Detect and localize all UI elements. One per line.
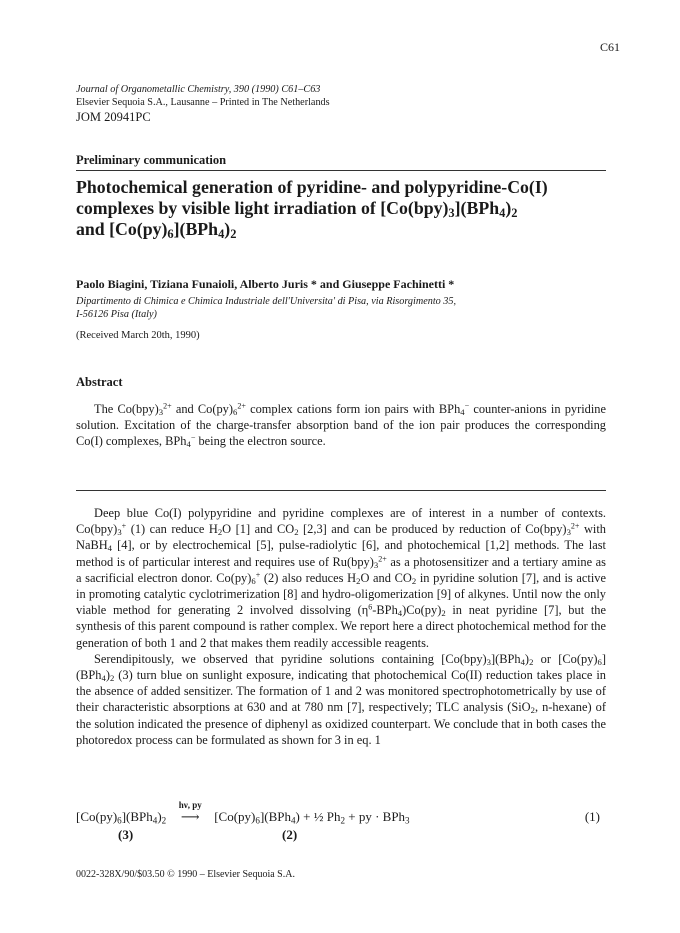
page-number: C61: [599, 40, 620, 54]
equation-line: $[Co(py)_6](BPh_4)_2$ hν, py ⟶ $[Co(py)_6](BPh_4)$ + ½ $Ph_2$ + py · BPh$_3$: [76, 800, 410, 826]
equation-number: (1): [584, 809, 600, 824]
compound-label-3: (3): [118, 827, 134, 842]
body-text: [76, 505, 606, 748]
abstract-heading: Abstract: [76, 375, 123, 389]
title-line-3: and $[Co(py)_6](BPh_4)_2$: [76, 219, 237, 242]
journal-header: [76, 83, 616, 124]
received-date: (Received March 20th, 1990): [76, 330, 200, 341]
body-paragraph-2: Serendipitously, we observed that pyridine solutions containing $[Co(bpy)_3](BPh_4)_2$ or $[Co(py)_6](BPh_4)_2$ (3) turn blue on sunlight exposure, indicating that photochemical Co(II) reduction takes place in the absence of added sensitizer. The formation of 1 and 2 was monitored spectrophotometrically by use of their characteristic absorptions at 630 and at 780 nm [7], respectively; TLC analysis (SiO$_2$, n-hexane) of the solution indicated the presence of diphenyl as oxidized counterpart. We conclude that in both cases the photoredox process can be formulated as shown for 3 in eq. 1: [76, 651, 606, 747]
title-line-2: complexes by visible light irradiation of $[Co(bpy)_3](BPh_4)_2$: [76, 198, 518, 221]
affiliation-line-1: Dipartimento di Chimica e Chimica Industriale dell'Universita' di Pisa, via Risorgimento 35,: [76, 296, 457, 307]
copyright-footer: 0022-328X/90/$03.50 © 1990 – Elsevier Sequoia S.A.: [76, 869, 295, 880]
body-paragraph-1: Deep blue Co(I) polypyridine and pyridine complexes are of interest in a number of contexts. $Co(bpy)_3^+$ (1) can reduce $H_2O$ [1] and $CO_2$ [2,3] and can be produced by reduction of $Co(bpy)_3^{2+}$ with NaBH$_4$ [4], or by electrochemical [5], pulse-radiolytic [6], and photochemical [1,2] methods. The last method is of particular interest and requires use of $Ru(bpy)_3^{2+}$ as a photosensitizer and a tertiary amine as a sacrificial electron donor. $Co(py)_6^+$ (2) also reduces $H_2O$ and $CO_2$ in pyridine solution [7], and is active in promoting catalytic cyclotrimerization [8] and hydro-oligomerization [9] of alkynes. Until now the only viable method for generating 2 involved dissolving $(\eta^6-BPh_4)Co(py)_2$ in neat pyridine [7], but the synthesis of this parent compound is rather complex. We report here a direct photochemical method for the generation of both 1 and 2 that makes them readily accessible reagents.: [76, 506, 607, 650]
abstract-rule: [76, 490, 606, 491]
journal-citation: Journal of Organometallic Chemistry, 390 (1990) C61–C63: [76, 84, 321, 95]
section-label: Preliminary communication: [76, 153, 227, 167]
author-list: Paolo Biagini, Tiziana Funaioli, Alberto Juris * and Giuseppe Fachinetti *: [76, 277, 455, 291]
jom-id: JOM 20941PC: [76, 110, 151, 124]
equation-1: [76, 800, 606, 849]
affiliation-line-2: I-56126 Pisa (Italy): [76, 309, 157, 320]
reaction-arrow: hν, py ⟶: [178, 800, 202, 824]
compound-label-2: (2): [282, 827, 298, 842]
paper-title: [76, 177, 616, 240]
affiliation: [76, 295, 616, 321]
section-rule: [76, 170, 606, 171]
publisher-line: Elsevier Sequoia S.A., Lausanne – Printed in The Netherlands: [76, 97, 330, 108]
title-line-1: Photochemical generation of pyridine- and polypyridine-Co(I): [76, 177, 548, 197]
abstract-text: The $Co(bpy)_3^{2+}$ and $Co(py)_6^{2+}$ complex cations form ion pairs with BPh$_4$− counter-anions in pyridine solution. Excitation of the charge-transfer absorption band of the ion pair produces the corresponding Co(I) complexes, BPh$_4$− being the electron source.: [76, 401, 606, 449]
